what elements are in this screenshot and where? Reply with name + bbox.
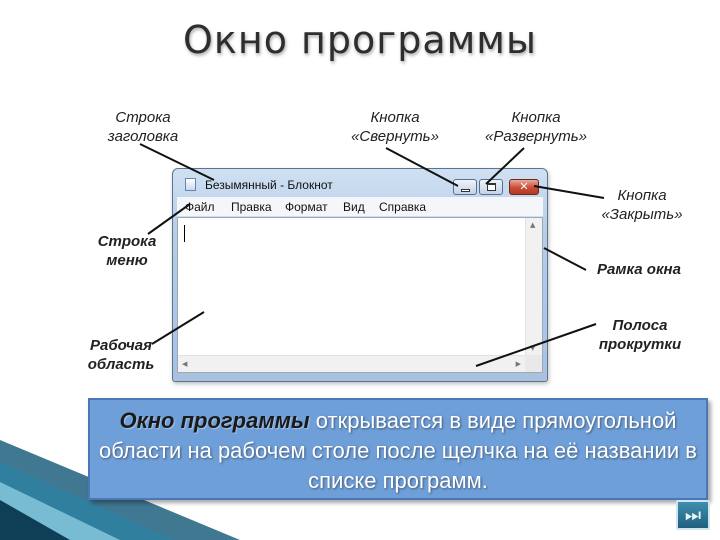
menu-item-edit[interactable]: Правка <box>231 200 272 214</box>
pointer-title-bar <box>140 144 214 180</box>
info-highlight: Окно программы <box>119 408 310 433</box>
info-rest: открывается в виде прямоугольной области на рабочем столе после щелчка на её названии в списке программ. <box>99 408 697 493</box>
label-line: прокрутки <box>598 336 682 353</box>
label-line: Строка <box>97 233 157 250</box>
next-slide-button[interactable] <box>676 500 710 530</box>
pointer-scrollbar <box>476 324 596 366</box>
label-line: Строка <box>115 109 171 126</box>
scroll-up-icon[interactable]: ▲ <box>530 221 536 229</box>
scroll-left-icon[interactable]: ◀ <box>182 360 188 368</box>
info-text <box>98 406 698 496</box>
label-line: Полоса <box>612 317 668 334</box>
label-line: Кнопка <box>370 109 420 126</box>
next-slide-icon: ⏭ <box>684 505 702 526</box>
menu-item-file[interactable]: Файл <box>185 200 215 214</box>
pointer-frame <box>544 248 586 270</box>
pointer-work-area <box>152 312 204 344</box>
pointer-minimize <box>386 148 458 186</box>
pointer-maximize <box>486 148 524 184</box>
menu-item-format[interactable]: Формат <box>285 200 328 214</box>
label-line: заголовка <box>107 128 179 145</box>
label-line: Кнопка <box>617 187 667 204</box>
label-line: область <box>87 356 155 373</box>
menu-item-view[interactable]: Вид <box>343 200 365 214</box>
label-line: меню <box>106 252 148 269</box>
label-frame: Рамка окна <box>597 261 681 278</box>
pointer-menu-bar <box>148 204 190 234</box>
label-line: «Свернуть» <box>351 128 439 145</box>
label-line: «Закрыть» <box>601 206 683 223</box>
scroll-right-icon[interactable]: ▶ <box>515 360 521 368</box>
pointer-close <box>534 186 604 198</box>
label-line: «Развернуть» <box>485 128 587 145</box>
info-box <box>88 398 708 500</box>
scroll-down-icon[interactable]: ▼ <box>530 344 536 352</box>
label-line: Кнопка <box>511 109 561 126</box>
slide-title: Окно программы <box>183 18 537 62</box>
menu-item-help[interactable]: Справка <box>379 200 427 214</box>
close-icon: ✕ <box>519 180 529 193</box>
window-title: Безымянный - Блокнот <box>205 178 333 192</box>
label-line: Рабочая <box>90 337 152 354</box>
